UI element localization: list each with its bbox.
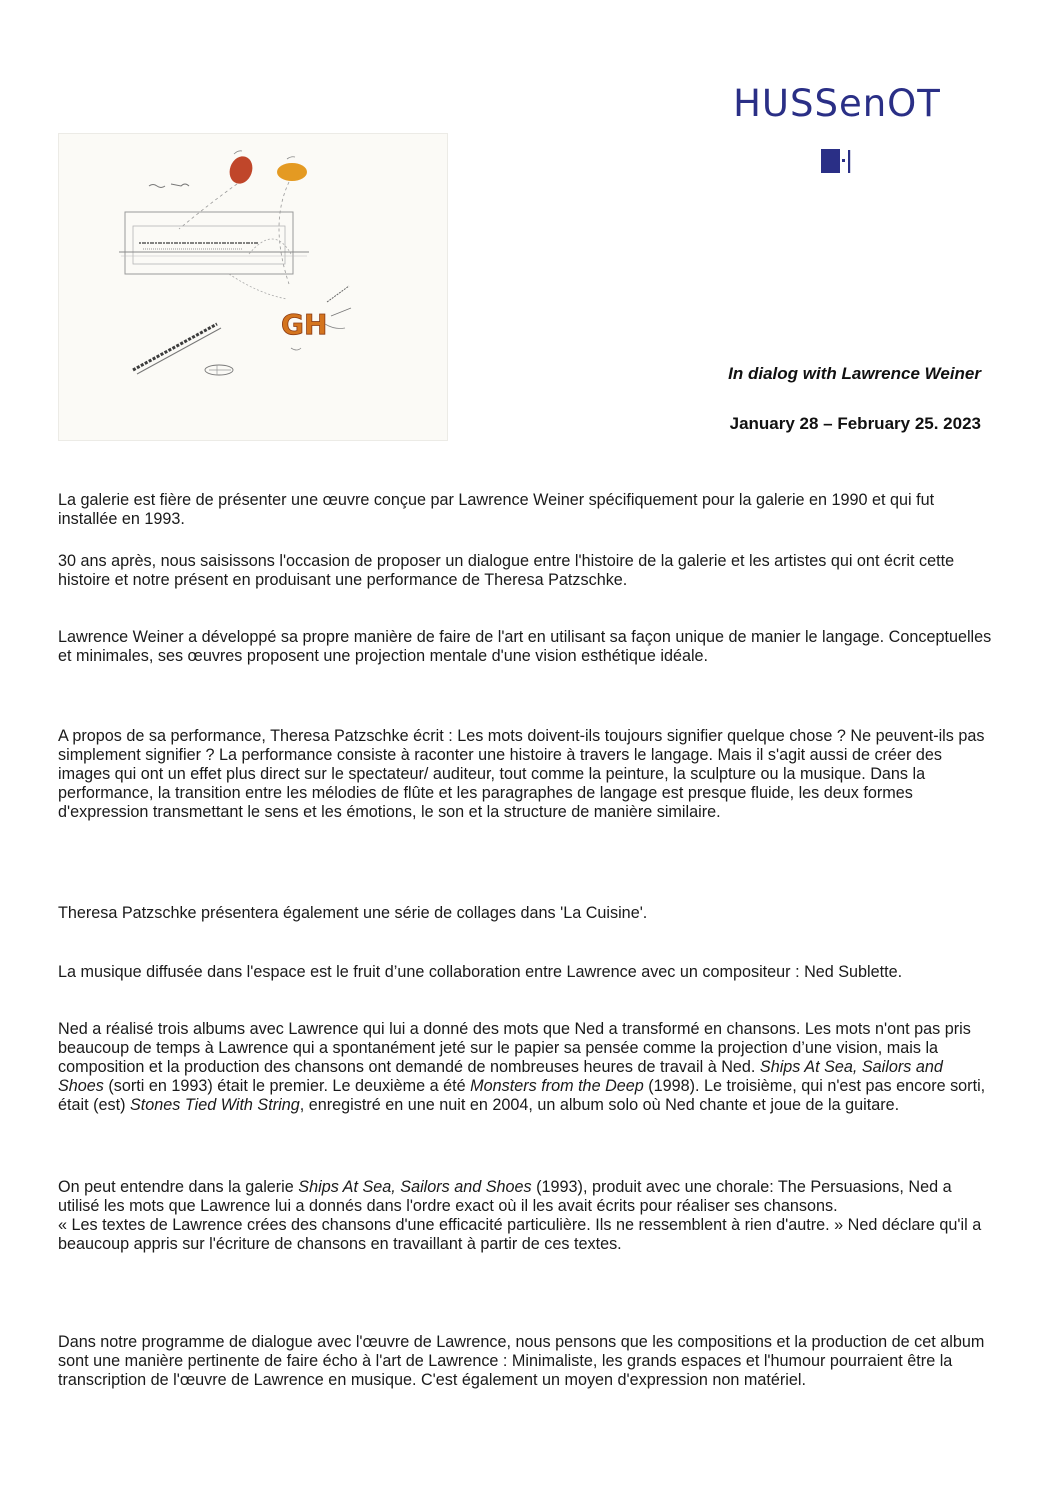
lawrence-weiner-drawing-artwork xyxy=(58,133,448,441)
album-title: Stones Tied With String xyxy=(129,1096,300,1114)
paragraph-music: La musique diffusée dans l'espace est le fruit d’une collaboration entre Lawrence avec un compositeur : Ned Sublette. xyxy=(58,963,903,981)
gallery-door-mark-icon xyxy=(819,147,855,175)
album-title: Ships At Sea, Sailors and Shoes xyxy=(58,1058,943,1095)
paragraph-30-years: 30 ans après, nous saisissons l'occasion de proposer un dialogue entre l'histoire de la galerie et les artistes qui ont écrit cette histoire et notre présent en produisant une performance de Theresa Patzschke. xyxy=(58,552,955,589)
album-title: Ships At Sea, Sailors and Shoes xyxy=(298,1178,532,1196)
gallery-logo-wordmark: HUSSenOT xyxy=(733,82,941,125)
paragraph-albums: Ned a réalisé trois albums avec Lawrence qui lui a donné des mots que Ned a transformé en chansons. Les mots n'ont pas pris beaucoup de temps à Lawrence qui a spontanément jeté sur le papier sa pensée comme la projection d’une vision, mais la composition et la production des chansons ont demandé de nombreuses heures de travail à Ned. Ships At Sea, Sailors and Shoes (sorti en 1993) était le premier. Le deuxième a été Monsters from the Deep (1998). Le troisième, qui n'est pas encore sorti, était (est) Stones Tied With String, enregistré en une nuit en 2004, un album solo où Ned chante et joue de la guitare. xyxy=(58,1020,986,1114)
paragraph-weiner-language: Lawrence Weiner a développé sa propre manière de faire de l'art en utilisant sa façon unique de manier le langage. Conceptuelles et minimales, ses œuvres proposent une projection mentale d'une vision esthétique idéale. xyxy=(58,628,992,665)
paragraph-dialogue-program: Dans notre programme de dialogue avec l'œuvre de Lawrence, nous pensons que les compositions et la production de cet album sont une manière pertinente de faire écho à l'art de Lawrence : Minimaliste, les grands espaces et l'humour pourraient être la transcription de l'œuvre de Lawrence en musique. C'est également un moyen d'expression non matériel. xyxy=(58,1333,985,1389)
album-title: Monsters from the Deep xyxy=(470,1077,644,1095)
paragraph-performance: A propos de sa performance, Theresa Patzschke écrit : Les mots doivent-ils toujours signifier quelque chose ? Ne peuvent-ils pas simplement signifier ? La performance consiste à raconter une histoire à travers le langage. Mais il s'agit aussi de créer des images qui ont un effet plus direct sur le spectateur/ auditeur, tout comme la peinture, la sculpture ou la musique. Dans la performance, la transition entre les mélodies de flûte et les paragraphes de langage est presque fluide, les deux formes d'expression transmettant le sens et les émotions, le son et la structure de manière similaire. xyxy=(58,727,985,821)
paragraph-ships-at-sea: On peut entendre dans la galerie Ships At Sea, Sailors and Shoes (1993), produit avec une chorale: The Persuasions, Ned a utilisé les mots que Lawrence lui a donnés dans l'ordre exact où il les avait écrits pour réaliser ses chansons. « Les textes de Lawrence crées des chansons d'une efficacité particulière. Ils ne ressemblent à rien d'autre. » Ned déclare qu'il a beaucoup appris sur l'écriture de chansons en travaillant à partir de ces textes. xyxy=(58,1178,982,1253)
paragraph-intro: La galerie est fière de présenter une œuvre conçue par Lawrence Weiner spécifiquement pour la galerie en 1990 et qui fut installée en 1993. xyxy=(58,491,935,528)
quote-text: « Les textes de Lawrence crées des chansons d'une efficacité particulière. Ils ne ressemblent à rien d'autre. » Ned déclare qu'il a beaucoup appris sur l'écriture de chansons en travaillant à partir de ces textes. xyxy=(58,1216,982,1253)
svg-text:GH: GH xyxy=(281,308,328,341)
paragraph-collages: Theresa Patzschke présentera également une série de collages dans 'La Cuisine'. xyxy=(58,904,648,922)
exhibition-dates: January 28 – February 25. 2023 xyxy=(729,414,981,433)
exhibition-title: In dialog with Lawrence Weiner xyxy=(728,364,981,383)
